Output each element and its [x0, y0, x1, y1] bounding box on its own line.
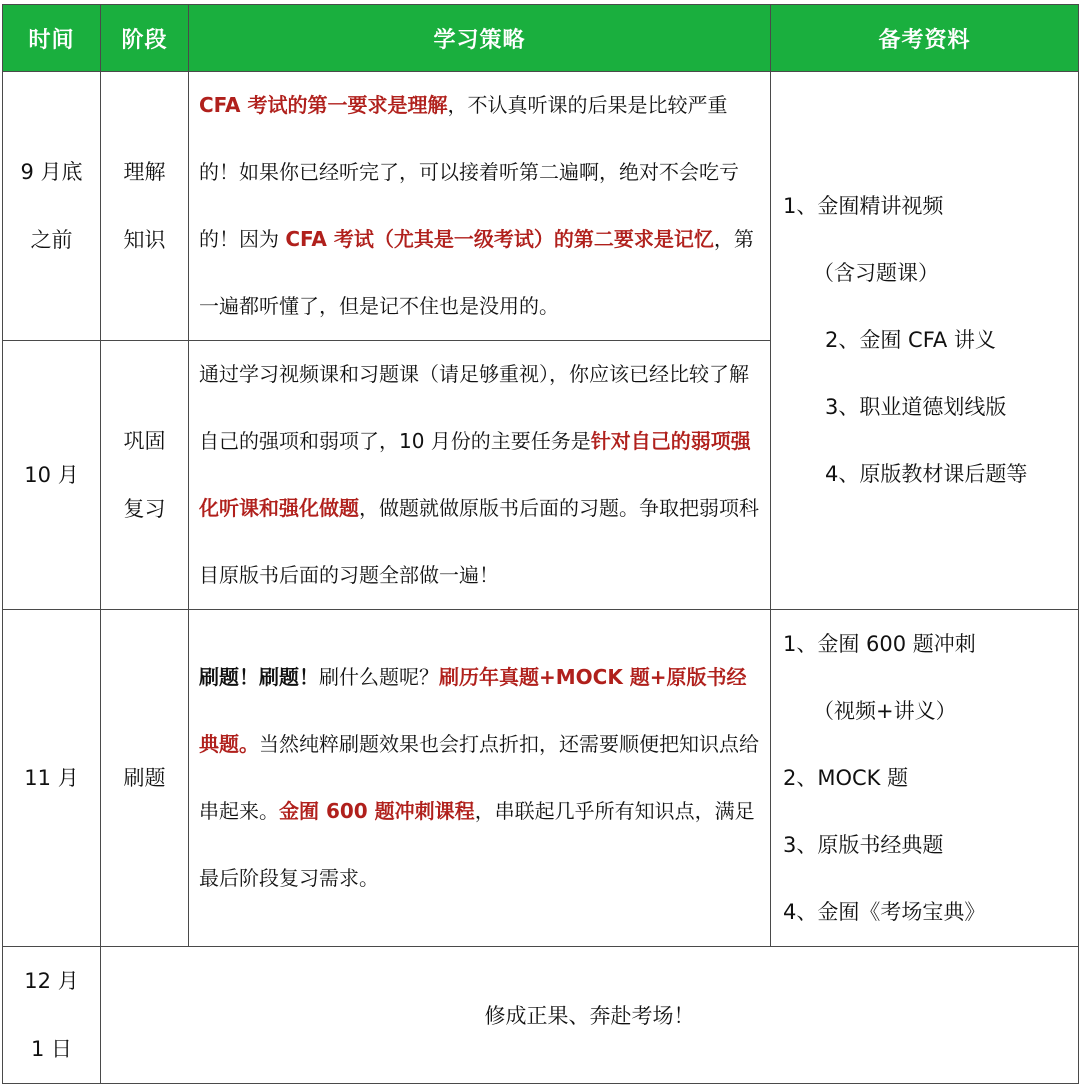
material-item: 2、MOCK 题 — [783, 765, 909, 790]
materials-cell — [771, 610, 1079, 947]
table-row — [3, 947, 1079, 1084]
strategy-segment: 针对自己的弱项强化听课和强化做题 — [199, 429, 751, 520]
time-cell — [3, 947, 101, 1084]
time-line: 10 月 — [24, 463, 79, 487]
material-item: 3、原版书经典题 — [783, 832, 944, 857]
strategy-segment: ，不认真听课的后果是比较严重的！如果你已经听完了，可以接着听第二遍啊，绝对不会吃亏的！因为 — [199, 93, 739, 251]
time-line: 12 月 — [24, 969, 79, 993]
header-row — [3, 5, 1079, 72]
material-item: 4、金囿《考场宝典》 — [783, 899, 986, 924]
material-item: 4、原版教材课后题等 — [825, 462, 1028, 486]
materials-cell — [771, 72, 1079, 610]
strategy-segment: 刷题！刷题！ — [199, 665, 319, 689]
strategy-segment: 金囿 600 题冲刺课程 — [279, 799, 475, 823]
strategy-segment: CFA 考试的第一要求是理解 — [199, 93, 448, 117]
stage-cell — [101, 341, 189, 610]
material-item: 1、金囿精讲视频 — [783, 194, 944, 218]
study-plan-table — [2, 4, 1079, 1084]
strategy-cell — [189, 341, 771, 610]
time-line: 1 日 — [30, 1037, 73, 1061]
stage-line: 复习 — [123, 497, 166, 521]
strategy-segment: 刷历年真题+MOCK 题+原版书经典题。 — [199, 665, 747, 756]
time-line: 之前 — [30, 228, 73, 252]
strategy-segment: ，做题就做原版书后面的习题。争取把弱项科目原版书后面的习题全部做一遍！ — [199, 496, 759, 587]
header-strategy: 学习策略 — [189, 5, 771, 72]
strategy-segment: 刷什么题呢？ — [319, 665, 439, 689]
header-stage: 阶段 — [101, 5, 189, 72]
stage-cell — [101, 610, 189, 947]
final-message: 修成正果、奔赴考场！ — [101, 947, 1079, 1084]
stage-line: 知识 — [123, 228, 166, 252]
stage-line: 刷题 — [123, 766, 166, 790]
strategy-segment: CFA 考试（尤其是一级考试）的第二要求是记忆 — [285, 227, 714, 251]
table-row — [3, 72, 1079, 341]
time-line: 11 月 — [24, 766, 79, 790]
strategy-cell — [189, 610, 771, 947]
stage-cell — [101, 72, 189, 341]
header-materials: 备考资料 — [771, 5, 1079, 72]
time-line: 9 月底 — [20, 160, 83, 184]
stage-line: 巩固 — [123, 429, 166, 453]
table-row — [3, 610, 1079, 947]
strategy-segment: 当然纯粹刷题效果也会打点折扣，还需要顺便把知识点给串起来。 — [199, 732, 759, 823]
material-item: （视频+讲义） — [813, 698, 957, 723]
strategy-segment: ，串联起几乎所有知识点，满足最后阶段复习需求。 — [199, 799, 755, 890]
time-cell — [3, 341, 101, 610]
material-item: 2、金囿 CFA 讲义 — [825, 328, 996, 352]
time-cell — [3, 72, 101, 341]
time-cell — [3, 610, 101, 947]
strategy-segment: 通过学习视频课和习题课（请足够重视），你应该已经比较了解自己的强项和弱项了，10 月份的主要任务是 — [199, 362, 749, 453]
stage-line: 理解 — [123, 160, 166, 184]
strategy-cell — [189, 72, 771, 341]
material-item: 3、职业道德划线版 — [825, 395, 1007, 419]
material-item: （含习题课） — [813, 261, 939, 285]
header-time: 时间 — [3, 5, 101, 72]
material-item: 1、金囿 600 题冲刺 — [783, 631, 976, 656]
strategy-segment: ，第一遍都听懂了，但是记不住也是没用的。 — [199, 227, 754, 318]
